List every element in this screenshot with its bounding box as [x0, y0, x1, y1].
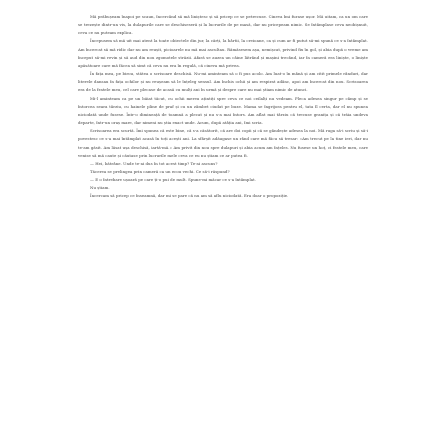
paragraph: Mă prăbușeam înapoi pe scaun, încercând să mă liniștesc și să pricep ce se petrecuse. Cineva îmi furase ușor. Mă uitam, ca un om care se trezește dintr-un vis, la dulapurile care se deschiseseră și la lucrurile de pe masă, dar nu pricepeam nimic. Se întâmplase ceva neobișnuit, ceva ce nu puteam explica. — [78, 14, 368, 36]
paragraph: Mi-l aminteam ca pe un băiat tăcut, cu ochii mereu ațintiți spre ceva ce noi ceilalți nu vedeam. Pleca adesea singur pe câmp și se întorcea seara târziu, cu hainele pline de praf și cu un zâmbet ciudat pe buze. Mama se îngrijora pentru el, tata îl certa, dar el nu spunea niciodată unde fusese. Într-o dimineață de toamnă a plecat și nu s-a mai întors. Am aflat mai târziu că trecuse granița și că trăia undeva departe, într-un oraș mare, dar nimeni nu știa exact unde. Acum, după atâția ani, îmi scria. — [78, 95, 368, 126]
paragraph: Nu știam. — [90, 185, 110, 191]
paragraph: Încercam să pricep ce înseamnă, dar mi se pare că nu am să aflu niciodată. Era doar o propoziție. — [90, 193, 289, 199]
paragraph: În fața mea, pe birou, stătea o scrisoare deschisă. Nu-mi aminteam să o fi pus acolo. Am luat-o în mână și am citit primele rânduri, dar literele dansau în fața ochilor și nu reușeam să le înțeleg sensul. Am închis ochii și am respirat adânc, apoi am încercat din nou. Scrisoarea era de la fratele meu, cel care plecase de acasă cu mulți ani în urmă și despre care nu mai știam nimic de atunci. — [78, 71, 368, 93]
paragraph: Scrisoarea era scurtă. Îmi spunea că este bine, că s-a căsătorit, că are doi copii și că se gândește adesea la noi. Mă ruga să-i scriu și să-i povestesc ce s-a mai întâmplat acasă în toți acești ani. La sfârșit adăugase un rând care mă făcu să tresar: «Am trecut pe la tine ieri, dar nu te-am găsit. Am lăsat ușa deschisă, iartă-mă.» Am privit din nou spre dulapuri și abia acum am înțeles. Nu fusese un hoț, ci fratele meu, care venise să mă caute și căutase prin lucrurile mele ceva ce eu nu știam ce ar putea fi. — [78, 128, 368, 158]
dialogue-line: — Hei, bătrâne. Unde te-ai dus în tot acest timp? Te-ai ascuns? — [90, 160, 218, 166]
paragraph: Începusem să mă uit mai atent la toate obiectele din jur, la cărți, la hârtii, la creioane, ca și cum ar fi putut să-mi spună ce s-a întâmplat. Am încercat să mă ridic dar nu am reușit, picioarele nu mă mai ascultau. Rămăsesem așa, nemișcat, privind fix în gol, și abia după o vreme am început să-mi revin și să aud din nou zgomotele străzii. Afară se auzea un câine lătrând și mașini trecând, iar în cameră era liniște, o liniște apăsătoare care mă făcea să simt că ceva nu era în regulă, că cineva mă privea. — [78, 38, 368, 68]
dialogue-line: — E o întrebare ușoară pe care ți-o pui de mult. Spune-mi măcar ce s-a întâmplat. — [90, 177, 257, 183]
paragraph: Tăcerea se prelingea prin cameră ca un ecou vechi. Ce să-i răspund? — [90, 168, 230, 174]
book-page — [78, 13, 368, 438]
